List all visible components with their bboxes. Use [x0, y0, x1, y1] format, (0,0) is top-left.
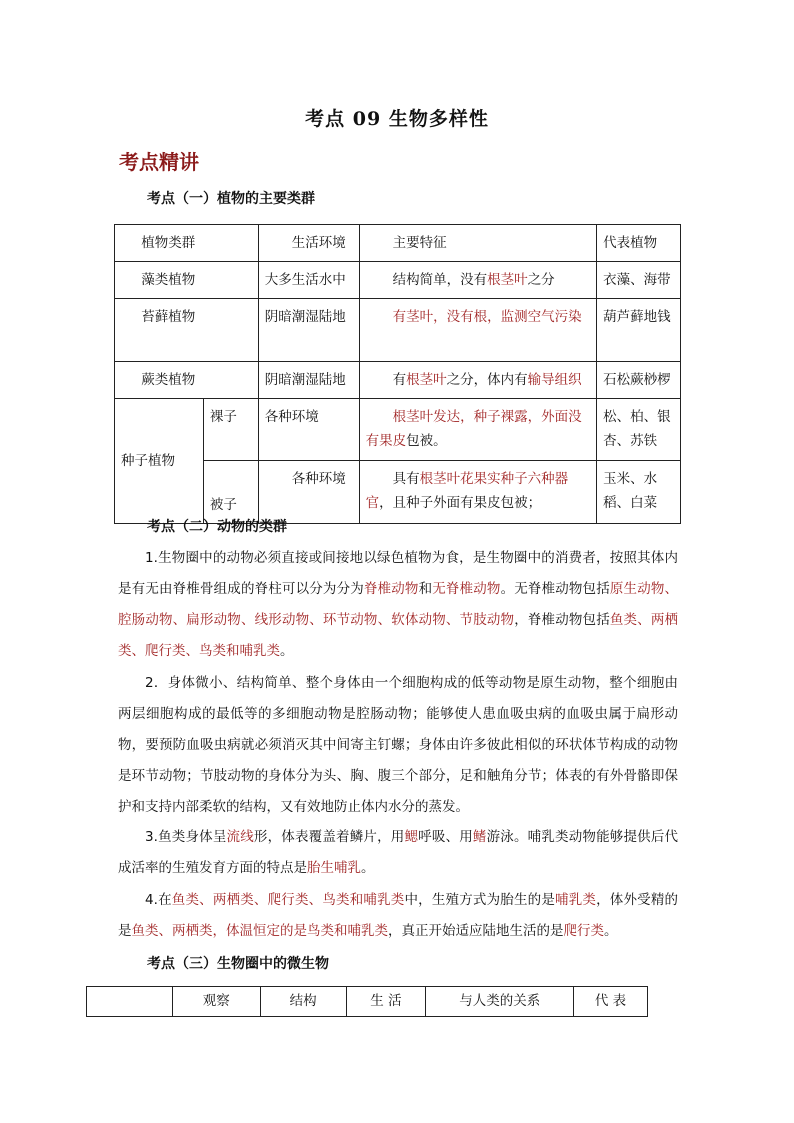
header-structure: 结构 — [260, 987, 346, 1017]
header-env: 生活环境 — [258, 225, 359, 262]
section-heading: 考点精讲 — [119, 150, 199, 174]
cell-group: 蕨类植物 — [115, 362, 259, 399]
paragraph-text: 。无脊椎动物包括 — [500, 581, 610, 597]
feature-text: 有 — [392, 372, 407, 388]
highlight-text: 鳍 — [472, 829, 487, 845]
cell-group: 苔藓植物 — [115, 299, 259, 362]
paragraph-text: 游泳。哺乳类动物能够提供后代成活率的生殖发育方面的特点是 — [118, 829, 679, 876]
table-row — [115, 299, 681, 362]
feature-highlight: 根茎叶发达，种子裸露，外面没有果皮 — [365, 409, 582, 449]
paragraph-text: ，体外受精的是 — [118, 892, 679, 939]
paragraph-text: 和 — [418, 581, 433, 597]
subheading-plants: 考点（一）植物的主要类群 — [147, 191, 315, 207]
cell-env: 各种环境 — [258, 461, 359, 524]
paragraph-text: 形，体表覆盖着鳞片，用 — [253, 829, 405, 845]
paragraph-1 — [118, 543, 678, 667]
cell-group-seed: 种子植物 — [115, 399, 204, 524]
paragraph-text: 4.在 — [145, 892, 172, 908]
table-header-row — [87, 987, 648, 1017]
highlight-text: 流线 — [226, 829, 254, 845]
cell-group: 藻类植物 — [115, 262, 259, 299]
highlight-text: 无脊椎动物 — [432, 581, 501, 597]
microbe-table — [86, 986, 648, 1017]
paragraph-3 — [118, 822, 678, 884]
highlight-text: 哺乳类 — [555, 892, 597, 908]
paragraph-4 — [118, 885, 678, 947]
highlight-text: 鱼类、两栖类、爬行类、鸟类和哺乳类 — [118, 612, 679, 659]
cell-subgroup: 被子 — [203, 461, 258, 524]
cell-feature — [359, 461, 596, 524]
table-row — [115, 399, 681, 461]
feature-highlight: 输导组织 — [527, 372, 582, 388]
paragraph-text: 。 — [361, 860, 375, 876]
paragraph-text: 3.鱼类身体呈 — [145, 829, 227, 845]
feature-text: ，且种子外面有果皮包被； — [379, 495, 542, 511]
table-row — [115, 362, 681, 399]
header-rep: 代表植物 — [597, 225, 681, 262]
feature-highlight: 有茎叶，没有根，监测空气污染 — [392, 309, 582, 325]
subheading-microbes: 考点（三）生物圈中的微生物 — [147, 956, 329, 972]
subheading-animals: 考点（二）动物的类群 — [147, 519, 287, 535]
table-row — [115, 262, 681, 299]
feature-highlight: 根茎叶 — [487, 272, 528, 288]
cell-rep: 石松蕨桫椤 — [597, 362, 681, 399]
cell-env: 阴暗潮湿陆地 — [258, 299, 359, 362]
cell-subgroup: 裸子 — [203, 399, 258, 461]
header-feature: 主要特征 — [359, 225, 596, 262]
highlight-text: 鱼类、两栖类、爬行类、鸟类和哺乳类 — [171, 892, 405, 908]
header-relation: 与人类的关系 — [426, 987, 574, 1017]
paragraph-text: 呼吸、用 — [418, 829, 473, 845]
cell-feature — [359, 262, 596, 299]
header-blank — [87, 987, 173, 1017]
paragraph-text: ，脊椎动物包括 — [514, 612, 610, 628]
header-observe: 观察 — [172, 987, 260, 1017]
cell-env: 各种环境 — [258, 399, 359, 461]
plant-groups-table — [114, 224, 681, 524]
feature-text: 之分，体内有 — [446, 372, 528, 388]
highlight-text: 胎生哺乳 — [307, 860, 361, 876]
cell-rep: 松、柏、银杏、苏铁 — [597, 399, 681, 461]
cell-feature — [359, 399, 596, 461]
paragraph-text: 。 — [280, 643, 294, 659]
cell-rep: 葫芦藓地钱 — [597, 299, 681, 362]
feature-text: 结构简单，没有 — [392, 272, 488, 288]
header-group: 植物类群 — [115, 225, 259, 262]
feature-text: 具有 — [392, 471, 420, 487]
highlight-text: 原生动物、腔肠动物、扁形动物、线形动物、环节动物、软体动物、节肢动物 — [118, 581, 679, 628]
cell-env: 大多生活水中 — [258, 262, 359, 299]
cell-env: 阴暗潮湿陆地 — [258, 362, 359, 399]
paragraph-text: ，真正开始适应陆地生活的是 — [388, 923, 564, 939]
header-representative: 代 表 — [574, 987, 648, 1017]
highlight-text: 鱼类、两栖类，体温恒定的是鸟类和哺乳类 — [131, 923, 388, 939]
feature-text: 包被。 — [406, 433, 447, 449]
highlight-text: 鳃 — [404, 829, 419, 845]
paragraph-text: 1.生物圈中的动物必须直接或间接地以绿色植物为食，是生物圈中的消费者，按照其体内是有无由脊椎骨组成的脊柱可以分为分为 — [118, 550, 678, 597]
cell-feature — [359, 362, 596, 399]
paragraph-2: 2．身体微小、结构简单、整个身体由一个细胞构成的低等动物是原生动物，整个细胞由两层细胞构成的最低等的多细胞动物是腔肠动物；能够使人患血吸虫病的血吸虫属于扁形动物，要预防血吸虫病就必须消灭其中间寄主钉螺；身体由许多彼此相似的环状体节构成的动物是环节动物；节肢动物的身体分为头、胸、腹三个部分，足和触角分节；体表的有外骨骼即保护和支持内部柔软的结构，又有效地防止体内水分的蒸发。 — [118, 675, 678, 815]
cell-feature — [359, 299, 596, 362]
feature-highlight: 根茎叶花果实种子六种器官 — [365, 471, 569, 511]
table-header-row — [115, 225, 681, 262]
feature-text: 之分 — [527, 272, 555, 288]
paragraph-text: 中，生殖方式为胎生的是 — [404, 892, 556, 908]
header-life: 生 活 — [346, 987, 426, 1017]
page-title: 考点 09 生物多样性 — [305, 108, 489, 130]
feature-highlight: 根茎叶 — [406, 372, 447, 388]
cell-rep: 玉米、水稻、白菜 — [597, 461, 681, 524]
highlight-text: 爬行类 — [563, 923, 604, 939]
highlight-text: 脊椎动物 — [363, 581, 419, 597]
cell-rep: 衣藻、海带 — [597, 262, 681, 299]
paragraph-text: 。 — [604, 923, 618, 939]
